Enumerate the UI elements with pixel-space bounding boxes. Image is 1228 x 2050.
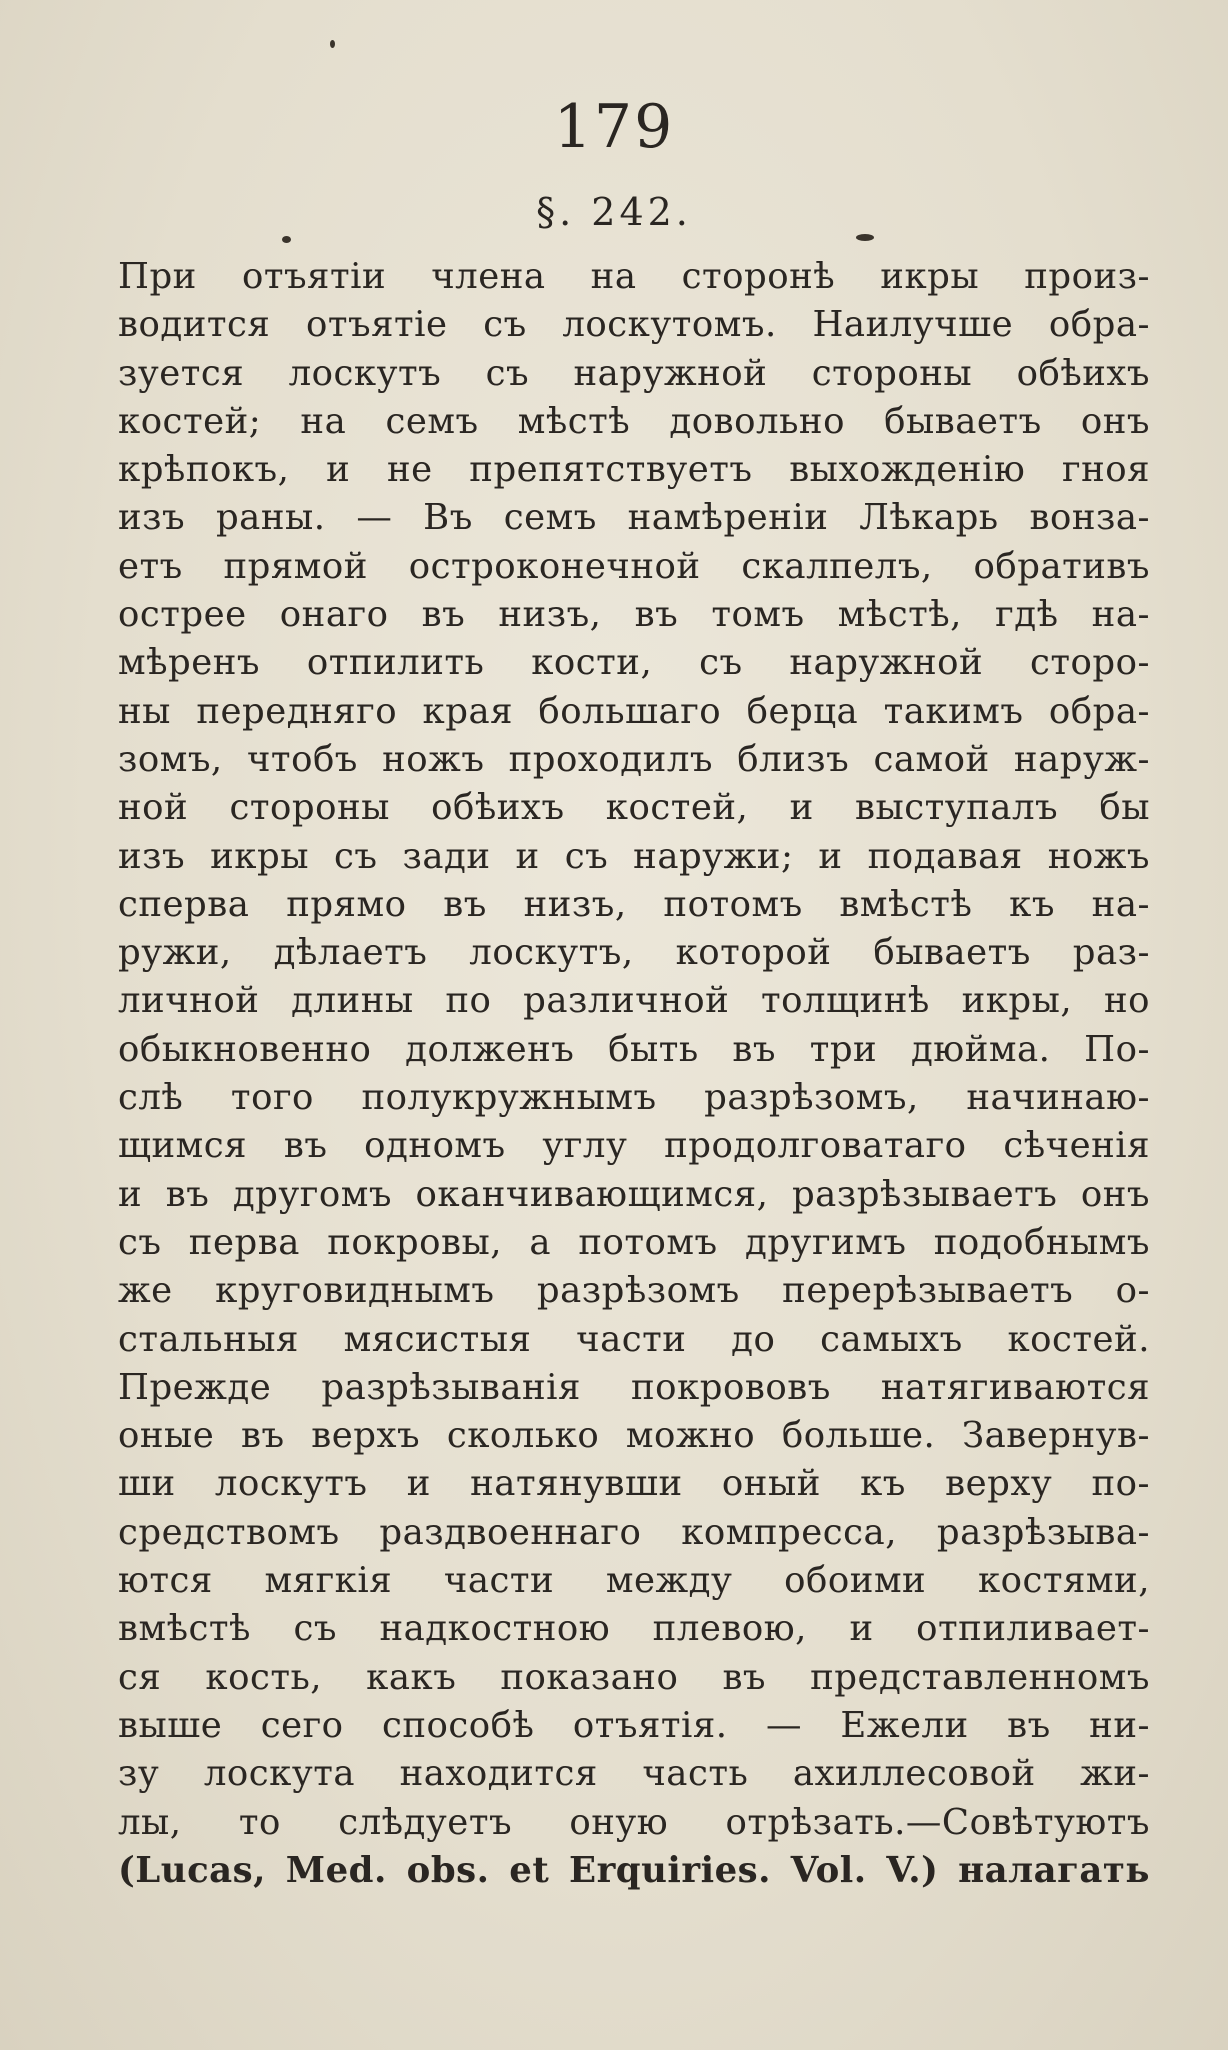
text-line: При отъятіи члена на сторонѣ икры произ- (118, 256, 1150, 297)
page-number: 179 (553, 92, 675, 162)
text-line: сперва прямо въ низъ, потомъ вмѣстѣ къ на- (118, 883, 1150, 925)
ink-speck (330, 40, 335, 48)
text-line: зуется лоскутъ съ наружной стороны обѣихъ (118, 352, 1150, 394)
ink-speck (282, 236, 291, 243)
text-line: ны передняго края большаго берца такимъ обра- (118, 690, 1150, 732)
text-line: личной длины по различной толщинѣ икры, но (118, 980, 1150, 1022)
text-line: вмѣстѣ съ надкостною плевою, и отпиливает- (118, 1608, 1150, 1650)
text-line: обыкновенно долженъ быть въ три дюйма. По- (118, 1028, 1150, 1070)
text-line: етъ прямой остроконечной скалпелъ, обративъ (118, 545, 1150, 587)
text-line: ружи, дѣлаетъ лоскутъ, которой бываетъ раз- (118, 932, 1150, 974)
text-line: средствомъ раздвоеннаго компресса, разрѣзыва- (118, 1511, 1150, 1553)
text-line: крѣпокъ, и не препятствуетъ выхожденію гноя (118, 449, 1150, 491)
text-line: стальныя мясистыя части до самыхъ костей. (118, 1318, 1150, 1360)
text-line: водится отъятіе съ лоскутомъ. Наилучше обра- (118, 304, 1150, 346)
text-line: ся кость, какъ показано въ представленномъ (118, 1656, 1150, 1698)
text-line: зомъ, чтобъ ножъ проходилъ близъ самой наруж- (118, 738, 1150, 780)
text-line: лы, то слѣдуетъ оную отрѣзать.—Совѣтуютъ (118, 1801, 1150, 1843)
text-line: зу лоскута находится часть ахиллесовой жи- (118, 1753, 1150, 1795)
ink-speck (856, 234, 874, 241)
section-heading: §. 242. (536, 190, 692, 234)
text-line: изъ икры съ зади и съ наружи; и подавая ножъ (118, 835, 1150, 877)
text-line: выше сего способѣ отъятія. — Ежели въ ни- (118, 1704, 1150, 1746)
text-line: изъ раны. — Въ семъ намѣреніи Лѣкарь вонза- (118, 497, 1150, 539)
text-line: ной стороны обѣихъ костей, и выступалъ бы (118, 787, 1150, 829)
text-line: костей; на семъ мѣстѣ довольно бываетъ онъ (118, 400, 1150, 442)
text-line: мѣренъ отпилить кости, съ наружной сторо- (118, 642, 1150, 684)
body-text (118, 253, 1150, 1895)
text-line: съ перва покровы, а потомъ другимъ подобнымъ (118, 1221, 1150, 1263)
text-line: же круговиднымъ разрѣзомъ перерѣзываетъ о- (118, 1270, 1150, 1312)
text-line: оные въ верхъ сколько можно больше. Завернув- (118, 1415, 1150, 1457)
text-line: и въ другомъ оканчивающимся, разрѣзываетъ онъ (118, 1173, 1150, 1215)
text-line: (Lucas, Med. obs. et Erquiries. Vol. V.) налагать (118, 1849, 1150, 1891)
text-line: слѣ того полукружнымъ разрѣзомъ, начинаю- (118, 1077, 1150, 1119)
text-line: острее онаго въ низъ, въ томъ мѣстѣ, гдѣ на- (118, 594, 1150, 636)
text-line: ши лоскутъ и натянувши оный къ верху по- (118, 1463, 1150, 1505)
text-line: ются мягкія части между обоими костями, (118, 1560, 1150, 1602)
text-line: щимся въ одномъ углу продолговатаго сѣченія (118, 1125, 1150, 1167)
text-line: Прежде разрѣзыванія покрововъ натягиваются (118, 1366, 1150, 1408)
